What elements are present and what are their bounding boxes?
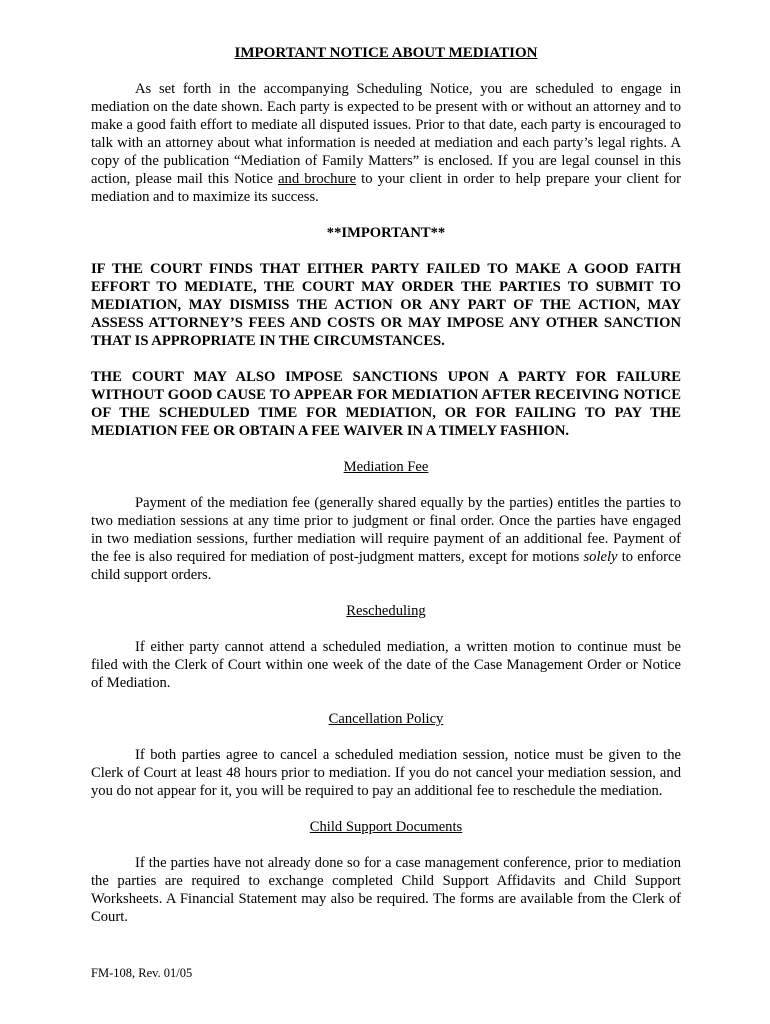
rescheduling-paragraph: If either party cannot attend a scheduled mediation, a written motion to continue must be filed with the Clerk of Court within one week of the date of the Case Management Order or Notice of Mediation. bbox=[91, 639, 681, 691]
intro-text-part2: to your client in order to help prepare your client for mediation and to maximize its success. bbox=[91, 171, 681, 205]
mediation-fee-paragraph bbox=[91, 494, 681, 584]
section-heading-mediation-fee: Mediation Fee bbox=[343, 459, 429, 475]
intro-underlined-text: and brochure bbox=[278, 171, 357, 187]
section-heading-child-support-documents: Child Support Documents bbox=[309, 819, 463, 835]
fee-text-part1: Payment of the mediation fee (generally shared equally by the parties) entitles the parties to two mediation sessions at any time prior to judgment or final order. Once the parties have engaged in two mediation sessions, further mediation will require payment of an additional fee. Payment of the fee is also required for mediation of post-judgment matters, except for motions bbox=[91, 495, 681, 565]
fee-text-part2: to enforce child support orders. bbox=[91, 549, 681, 583]
warning-paragraph-2: THE COURT MAY ALSO IMPOSE SANCTIONS UPON A PARTY FOR FAILURE WITHOUT GOOD CAUSE TO APPEAR FOR MEDIATION AFTER RECEIVING NOTICE OF THE SCHEDULED TIME FOR MEDIATION, OR FOR FAILING TO PAY THE MEDIATION FEE OR OBTAIN A FEE WAIVER IN A TIMELY FASHION. bbox=[91, 369, 681, 439]
section-heading-rescheduling: Rescheduling bbox=[346, 603, 426, 619]
cancellation-paragraph: If both parties agree to cancel a scheduled mediation session, notice must be given to the Clerk of Court at least 48 hours prior to mediation. If you do not cancel your mediation session, and you do not appear for it, you will be required to pay an additional fee to reschedule the mediation. bbox=[91, 747, 681, 799]
page-title: IMPORTANT NOTICE ABOUT MEDIATION bbox=[234, 45, 538, 61]
fee-italic-text: solely bbox=[583, 549, 618, 565]
child-support-paragraph: If the parties have not already done so for a case management conference, prior to mediation the parties are required to exchange completed Child Support Affidavits and Child Support Worksheets. A Financial Statement may also be required. The forms are available from the Clerk of Court. bbox=[91, 855, 681, 925]
important-heading: **IMPORTANT** bbox=[326, 225, 446, 241]
warning-paragraph-1: IF THE COURT FINDS THAT EITHER PARTY FAILED TO MAKE A GOOD FAITH EFFORT TO MEDIATE, THE COURT MAY ORDER THE PARTIES TO SUBMIT TO MEDIATION, MAY DISMISS THE ACTION OR ANY PART OF THE ACTION, MAY ASSESS ATTORNEY’S FEES AND COSTS OR MAY IMPOSE ANY OTHER SANCTION THAT IS APPROPRIATE IN THE CIRCUMSTANCES. bbox=[91, 261, 681, 349]
form-number-footer: FM-108, Rev. 01/05 bbox=[91, 966, 193, 980]
intro-text-part1: As set forth in the accompanying Scheduling Notice, you are scheduled to engage in mediation on the date shown. Each party is expected to be present with or without an attorney and to make a good faith effort to mediate all disputed issues. Prior to that date, each party is encouraged to talk with an attorney about what information is needed at mediation and each party’s legal rights. A copy of the publication “Mediation of Family Matters” is enclosed. If you are legal counsel in this action, please mail this Notice bbox=[91, 81, 681, 187]
document-page bbox=[91, 44, 681, 926]
intro-paragraph bbox=[91, 80, 681, 206]
section-heading-cancellation-policy: Cancellation Policy bbox=[328, 711, 444, 727]
